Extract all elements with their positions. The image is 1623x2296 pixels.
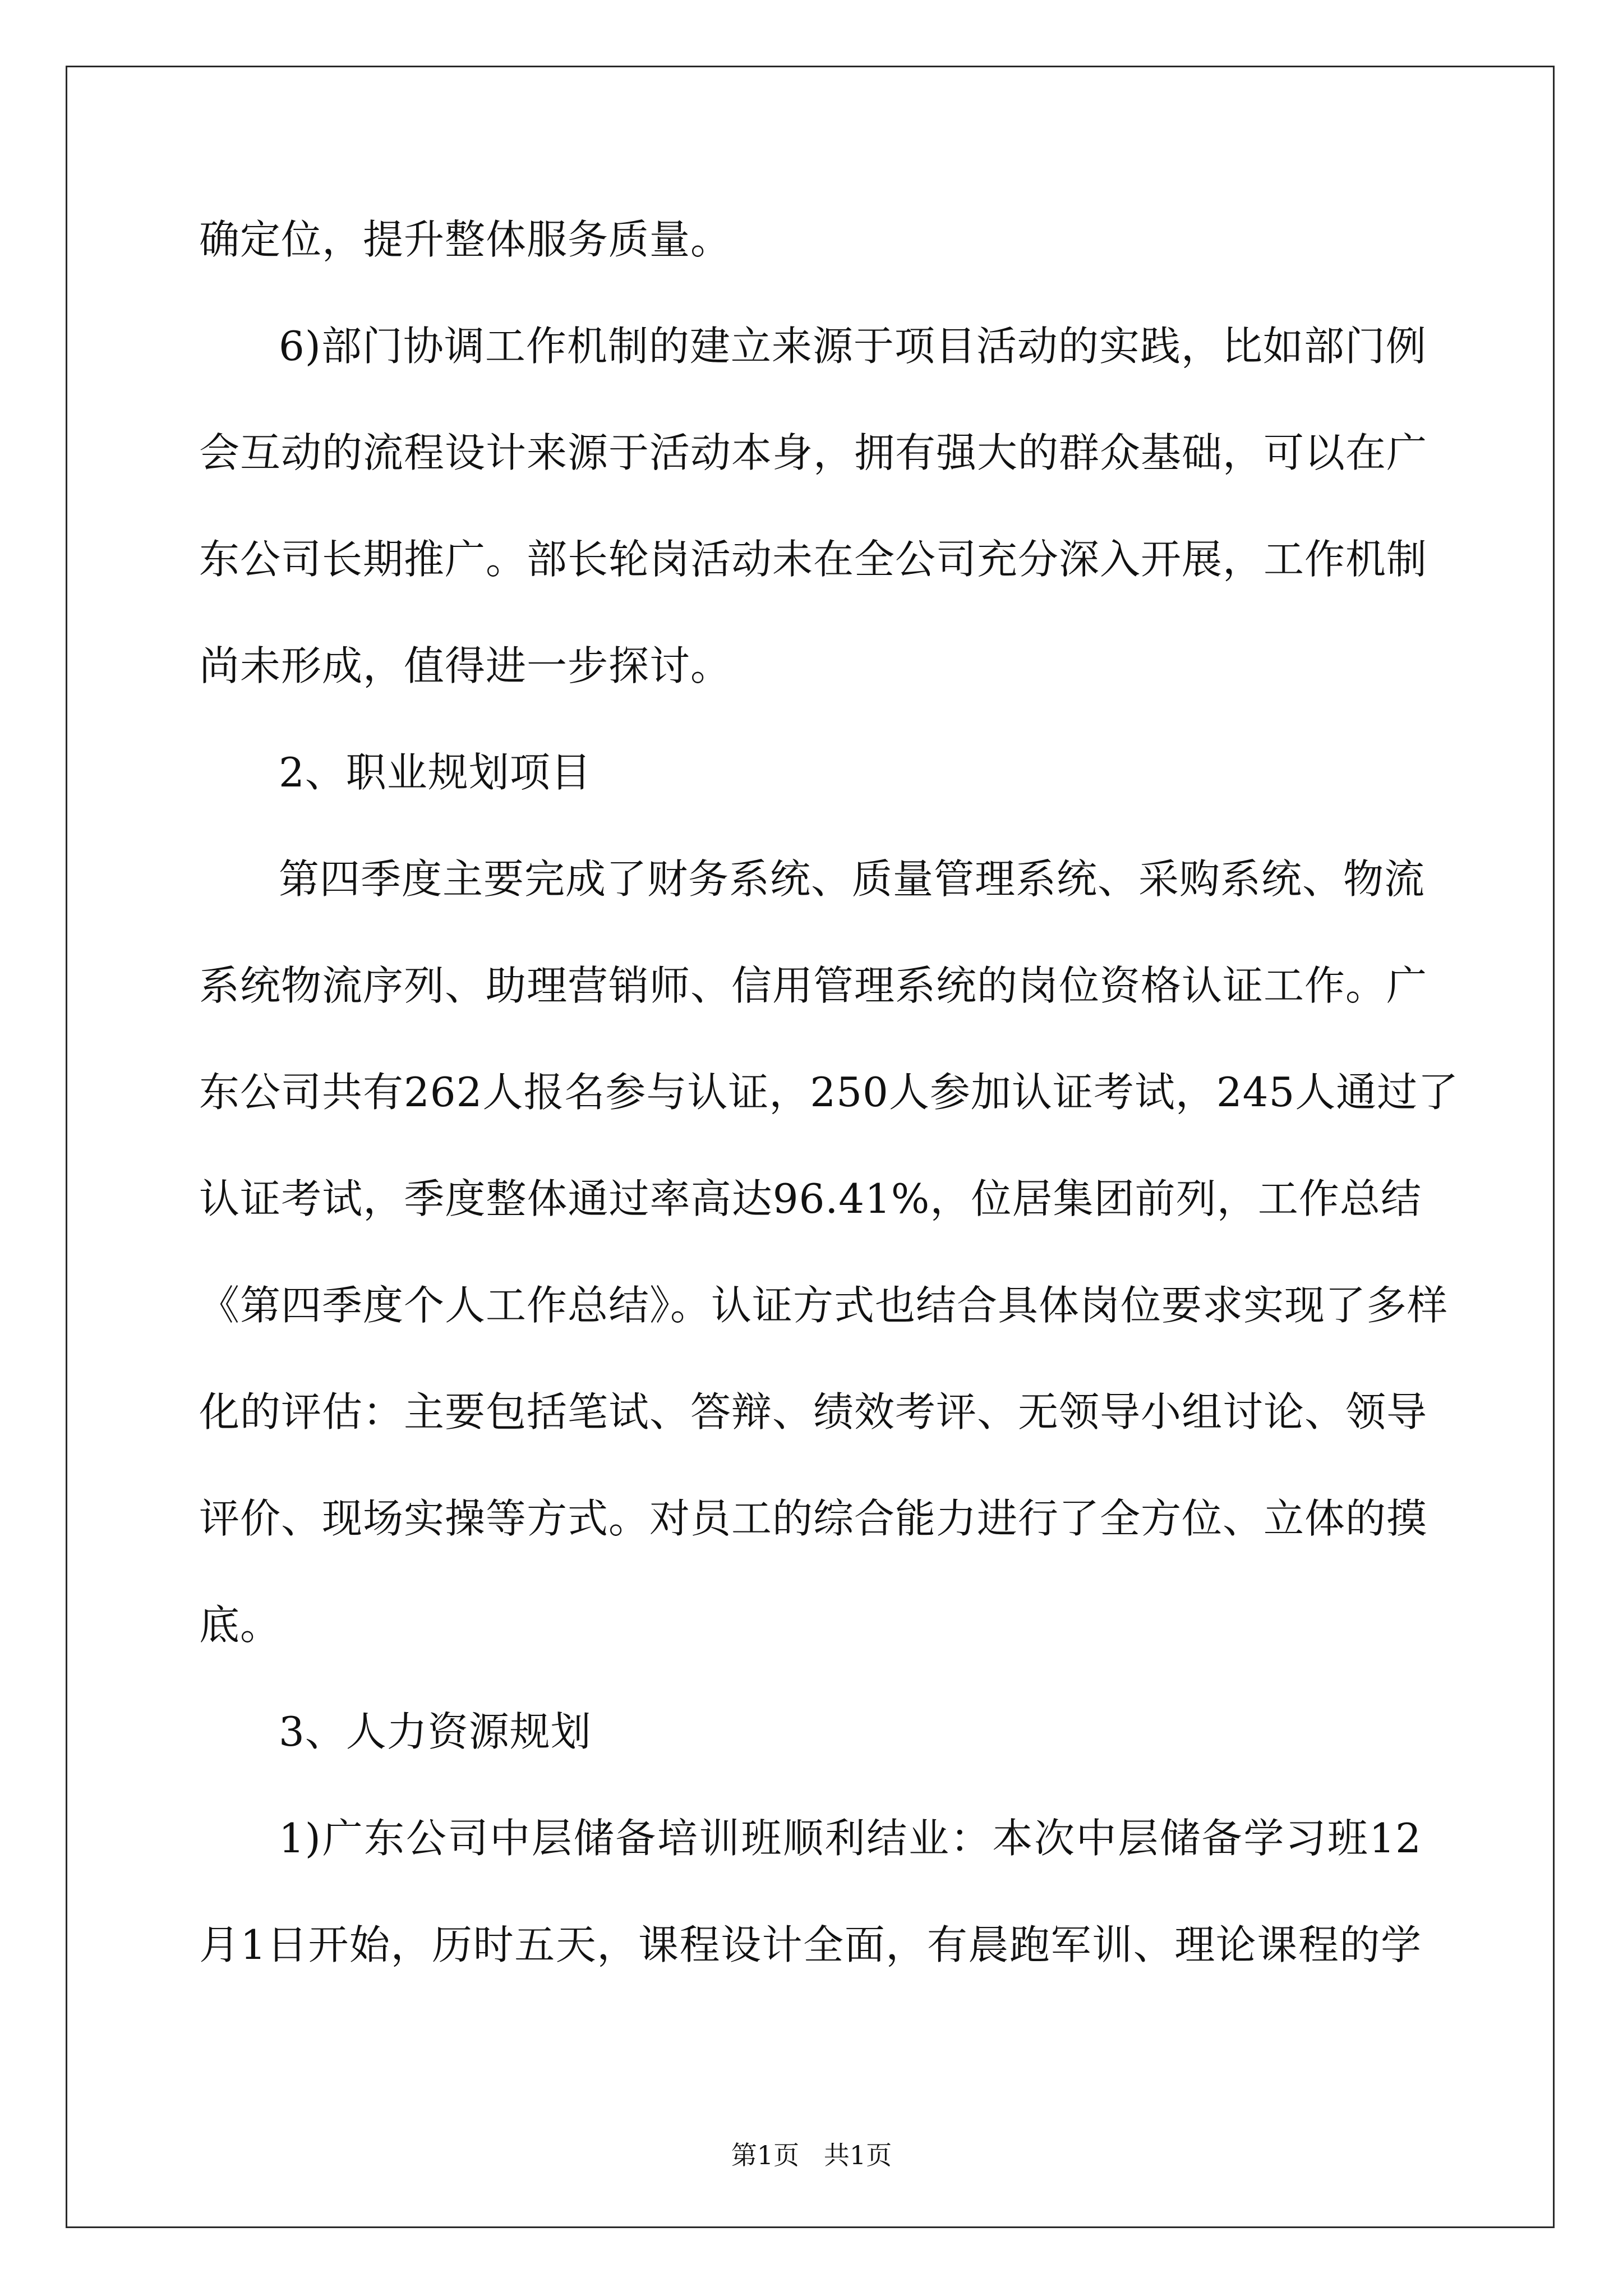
text-line: 东公司长期推广。部长轮岗活动未在全公司充分深入开展，工作机制 — [199, 536, 1428, 583]
text-line: 月1日开始，历时五天，课程设计全面，有晨跑军训、理论课程的学 — [199, 1921, 1422, 1968]
text-line: 会互动的流程设计来源于活动本身，拥有强大的群众基础，可以在广 — [199, 429, 1428, 476]
paragraph-start-line: 第四季度主要完成了财务系统、质量管理系统、采购系统、物流 — [279, 855, 1426, 903]
text-line: 认证考试，季度整体通过率高达96.41%，位居集团前列，工作总结 — [199, 1175, 1422, 1222]
page-border — [66, 66, 1555, 2228]
paragraph-start-line: 1)广东公司中层储备培训班顺利结业：本次中层储备学习班12 — [279, 1815, 1422, 1862]
text-line: 化的评估：主要包括笔试、答辩、绩效考评、无领导小组讨论、领导 — [199, 1388, 1428, 1435]
text-line: 《第四季度个人工作总结》。认证方式也结合具体岗位要求实现了多样 — [199, 1282, 1449, 1329]
section-heading: 3、人力资源规划 — [279, 1708, 592, 1755]
text-line: 底。 — [199, 1602, 282, 1649]
text-line: 评价、现场实操等方式。对员工的综合能力进行了全方位、立体的摸 — [199, 1495, 1428, 1542]
page-footer: 第1页 共1页 — [731, 2140, 892, 2170]
text-line: 系统物流序列、助理营销师、信用管理系统的岗位资格认证工作。广 — [199, 962, 1428, 1009]
text-line: 东公司共有262人报名参与认证，250人参加认证考试，245人通过了 — [199, 1069, 1459, 1116]
text-line: 尚未形成，值得进一步探讨。 — [199, 642, 732, 689]
text-line: 确定位，提升整体服务质量。 — [199, 216, 732, 263]
section-heading: 2、职业规划项目 — [279, 749, 592, 796]
paragraph-start-line: 6)部门协调工作机制的建立来源于项目活动的实践，比如部门例 — [279, 323, 1427, 370]
